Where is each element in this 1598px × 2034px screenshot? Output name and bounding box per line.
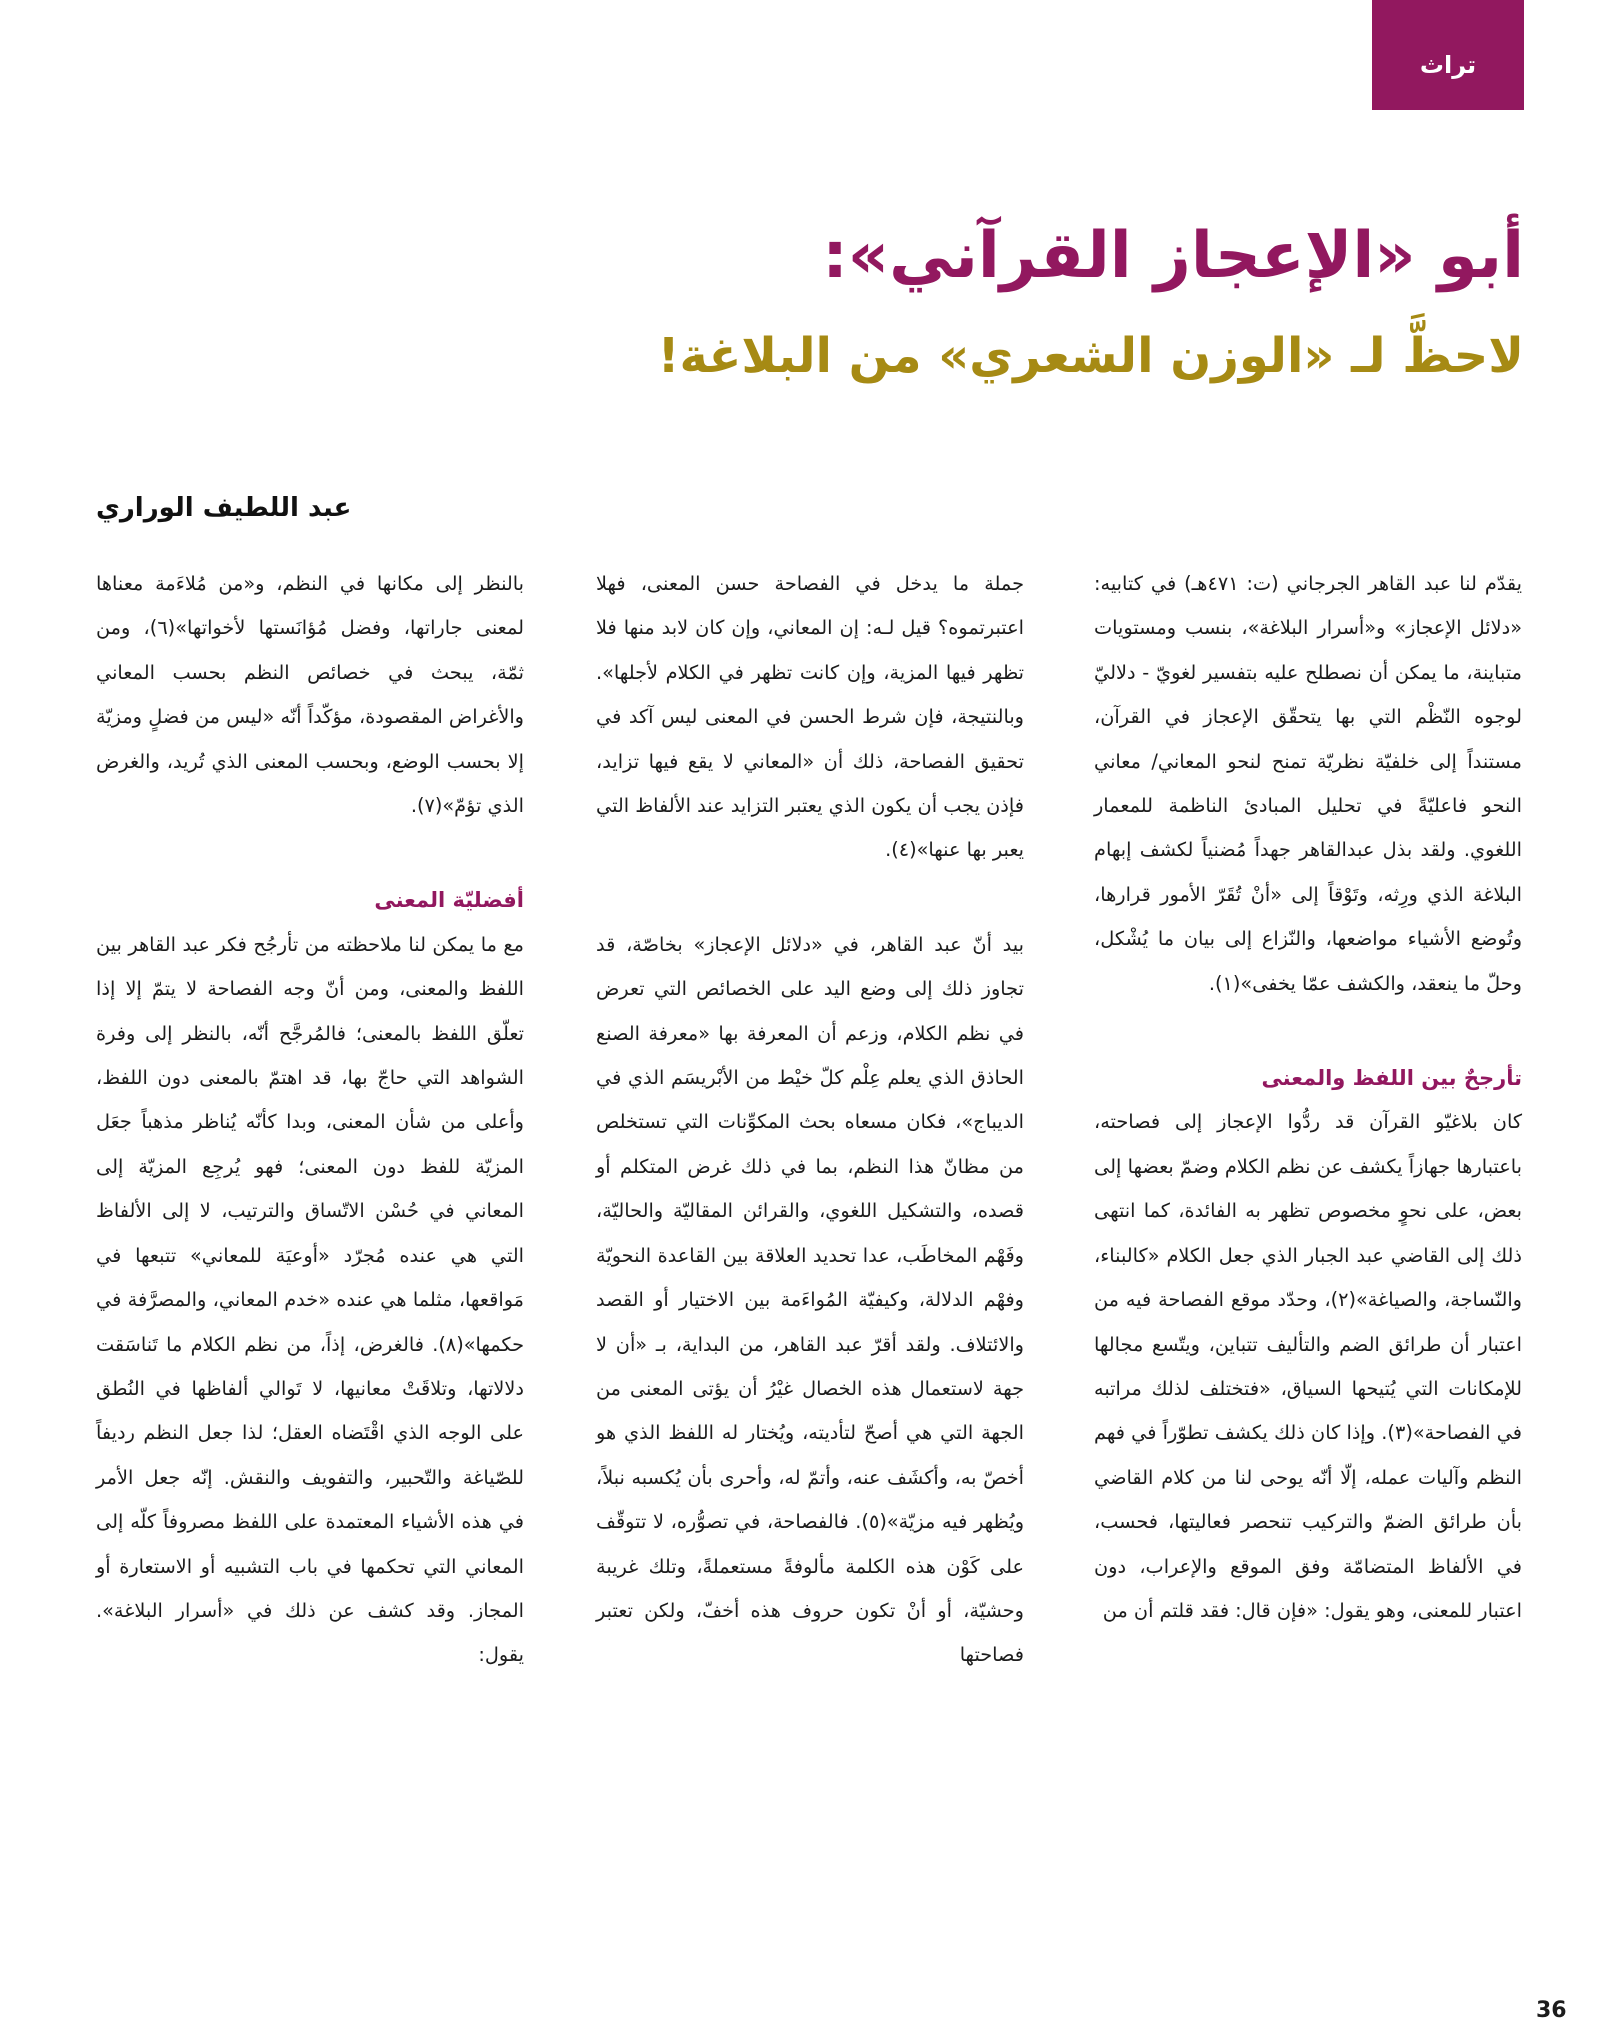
text-column-right — [1094, 562, 1522, 1633]
paragraph: جملة ما يدخل في الفصاحة حسن المعنى، فهلا اعتبرتموه؟ قيل لـه: إن المعاني، وإن كان لابد منها فلا تظهر فيها المزية، وإن كانت تظهر في الكلام لأجلها». وبالنتيجة، فإن شرط الحسن في المعنى ليس آكد في تحقيق الفصاحة، ذلك أن «المعاني لا يقع فيها تزايد، فإذن يجب أن يكون الذي يعتبر التزايد عند الألفاظ التي يعبر بها عنها»(٤). — [596, 572, 1024, 862]
paragraph: بيد أنّ عبد القاهر، في «دلائل الإعجاز» بخاصّة، قد تجاوز ذلك إلى وضع اليد على الخصائص التي تعرض في نظم الكلام، وزعم أن المعرفة بها «معرفة الصنع الحاذق الذي يعلم عِلْم كلّ خيْط من الأبْريسَم الذي في الديباج»، فكان مسعاه بحث المكوِّنات التي تستخلص من مظانّ هذا النظم، بما في ذلك غرض المتكلم أو قصده، والتشكيل اللغوي، والقرائن المقاليّة والحاليّة، وفَهْم المخاطَب، عدا تحديد العلاقة بين القاعدة النحويّة وفهْم الدلالة، وكيفيّة المُواءَمة بين الاختيار أو القصد والائتلاف. ولقد أقرّ عبد القاهر، من البداية، بـ «أن لا جهة لاستعمال هذه الخصال غيْرُ أن يؤتى المعنى من الجهة التي هي أصحّ لتأديته، ويُختار له اللفظ الذي هو أخصّ به، وأكشَف عنه، وأتمّ له، وأحرى بأن يُكسبه نبلاً، ويُظهر فيه مزيّة»(٥). فالفصاحة، في تصوُّره، لا تتوقّف على كَوْن هذه الكلمة مألوفةً مستعملةً، وتلك غريبة وحشيّة، أو أنْ تكون حروف هذه أخفّ، ولكن تعتبر فصاحتها — [596, 932, 1024, 1667]
section-heading: أفضليّة المعنى — [374, 888, 524, 913]
section-tag: تراث — [1372, 0, 1524, 110]
page-number: 36 — [1536, 1998, 1567, 2023]
section-heading: تأرجحٌ بين اللفظ والمعنى — [1261, 1066, 1522, 1091]
author-name: عبد اللطيف الوراري — [96, 493, 352, 523]
paragraph: مع ما يمكن لنا ملاحظته من تأرجُح فكر عبد القاهر بين اللفظ والمعنى، ومن أنّ وجه الفصاحة لا يتمّ إلا إذا تعلّق اللفظ بالمعنى؛ فالمُرجَّح أنّه، بالنظر إلى وفرة الشواهد التي حاجّ بها، قد اهتمّ بالمعنى دون اللفظ، وأعلى من شأن المعنى، وبدا كأنّه يُناظر مذهباً جعَل المزيّة للفظ دون المعنى؛ فهو يُرجِع المزيّة إلى المعاني في حُسْن الاتّساق والترتيب، لا إلى الألفاظ التي هي عنده مُجرّد «أوعيَة للمعاني» تتبعها في مَواقعها، مثلما هي عنده «خدم المعاني، والمصرَّفة في حكمها»(٨). فالغرض، إذاً، من نظم الكلام ما تَناسَقت دلالاتها، وتلاقَتْ معانيها، لا تَوالي ألفاظها في النُطق على الوجه الذي اقْتَضاه العقل؛ لذا جعل النظم رديفاً للصّياغة والتّحبير، والتفويف والنقش. إنّه جعل الأمر في هذه الأشياء المعتمدة على اللفظ مصروفاً كلّه إلى المعاني التي تحكمها في باب التشبيه أو الاستعارة أو المجاز. وقد كشف عن ذلك في «أسرار البلاغة». يقول: — [96, 932, 524, 1667]
paragraph: كان بلاغيّو القرآن قد ردُّوا الإعجاز إلى فصاحته، باعتبارها جهازاً يكشف عن نظم الكلام وضمّ بعضها إلى بعض، على نحوٍ مخصوص تظهر به الفائدة، كما انتهى ذلك إلى القاضي عبد الجبار الذي جعل الكلام «كالبناء، والنّساجة، والصياغة»(٢)، وحدّد موقع الفصاحة فيه من اعتبار أن طرائق الضم والتأليف تتباين، ويتّسع مجالها للإمكانات التي يُتيحها السياق، «فتختلف لذلك مراتبه في الفصاحة»(٣). وإذا كان ذلك يكشف تطوّراً في فهم النظم وآليات عمله، إلّا أنّه يوحى لنا من كلام القاضي بأن طرائق الضمّ والتركيب تنحصر فعاليتها، فحسب، في الألفاظ المتضامّة وفق الموقع والإعراب، دون اعتبار للمعنى، وهو يقول: «فإن قال: فقد قلتم أن من — [1094, 1110, 1522, 1622]
text-column-middle — [596, 562, 1024, 1678]
article-title: أبو «الإعجاز القرآني»: — [822, 219, 1524, 293]
article-subtitle: لاحظَّ لـ «الوزن الشعري» من البلاغة! — [657, 328, 1524, 384]
paragraph: بالنظر إلى مكانها في النظم، و«من مُلاءَمة معناها لمعنى جاراتها، وفضل مُؤانَستها لأخواتها»(٦)، ومن ثمّة، يبحث في خصائص النظم بحسب المعاني والأغراض المقصودة، مؤكّداً أنّه «ليس من فضلٍ ومزيّة إلا بحسب الوضع، وبحسب المعنى الذي تُريد، والغرض الذي تؤمّ»(٧). — [96, 572, 524, 818]
text-column-left — [96, 562, 524, 1678]
paragraph: يقدّم لنا عبد القاهر الجرجاني (ت: ٤٧١هـ) في كتابيه: «دلائل الإعجاز» و«أسرار البلاغة»، بنسب ومستويات متباينة، ما يمكن أن نصطلح عليه بتفسير لغويّ - دلاليّ لوجوه النّظْم التي بها يتحقّق الإعجاز في القرآن، مستنداً إلى خلفيّة نظريّة تمنح لنحو المعاني/ معاني النحو فاعليّةً في تحليل المبادئ الناظمة للمعمار اللغوي. ولقد بذل عبدالقاهر جهداً مُضنياً لكشف إبهام البلاغة الذي ورِثه، وتَوْقاً إلى «أنْ تُقَرّ الأمور قرارها، وتُوضع الأشياء مواضعها، والنّزاع إلى بيان ما يُشْكل، وحلّ ما ينعقد، والكشف عمّا يخفى»(١). — [1094, 572, 1522, 995]
